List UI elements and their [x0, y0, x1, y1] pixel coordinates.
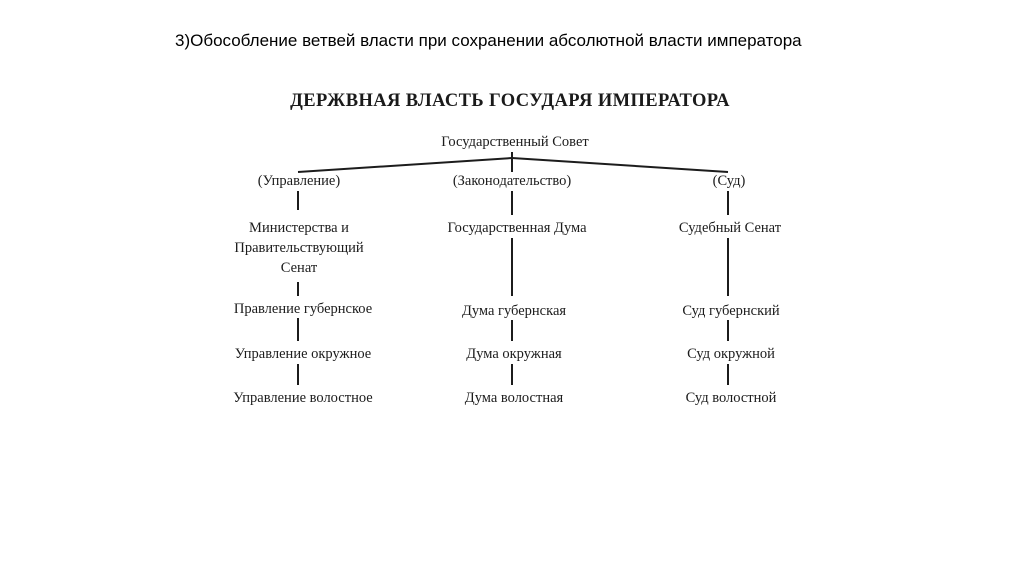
- node-ministries-line-1: Министерства и: [249, 220, 349, 236]
- node-admin-volost: Управление волостное: [233, 390, 373, 406]
- node-duma-volost: Дума волостная: [464, 390, 564, 406]
- slide-title: 3)Обособление ветвей власти при сохранении абсолютной власти императора: [175, 31, 802, 50]
- connector-root-left: [298, 158, 512, 172]
- node-duma-okrug: Дума окружная: [466, 346, 562, 362]
- branch-heading-legislation: (Законодательство): [452, 173, 572, 189]
- node-court-okrug: Суд окружной: [687, 346, 775, 362]
- diagram-title: ДЕРЖВНАЯ ВЛАСТЬ ГОСУДАРЯ ИМПЕРАТОРА: [290, 91, 730, 111]
- branch-heading-administration: (Управление): [257, 173, 341, 189]
- node-ministries-line-2: Правительствующий: [234, 240, 364, 256]
- node-judicial-senate: Судебный Сенат: [678, 220, 782, 236]
- node-root: Государственный Совет: [441, 134, 589, 150]
- node-admin-okrug: Управление окружное: [234, 346, 372, 362]
- node-court-volost: Суд волостной: [685, 390, 777, 406]
- node-admin-guberniya: Правление губернское: [233, 301, 373, 317]
- node-court-guberniya: Суд губернский: [682, 303, 780, 319]
- node-ministries-line-3: Сенат: [280, 260, 318, 276]
- node-state-duma: Государственная Дума: [447, 220, 587, 236]
- connector-root-right: [512, 158, 728, 172]
- branch-heading-court: (Суд): [712, 173, 746, 189]
- node-duma-guberniya: Дума губернская: [461, 303, 567, 319]
